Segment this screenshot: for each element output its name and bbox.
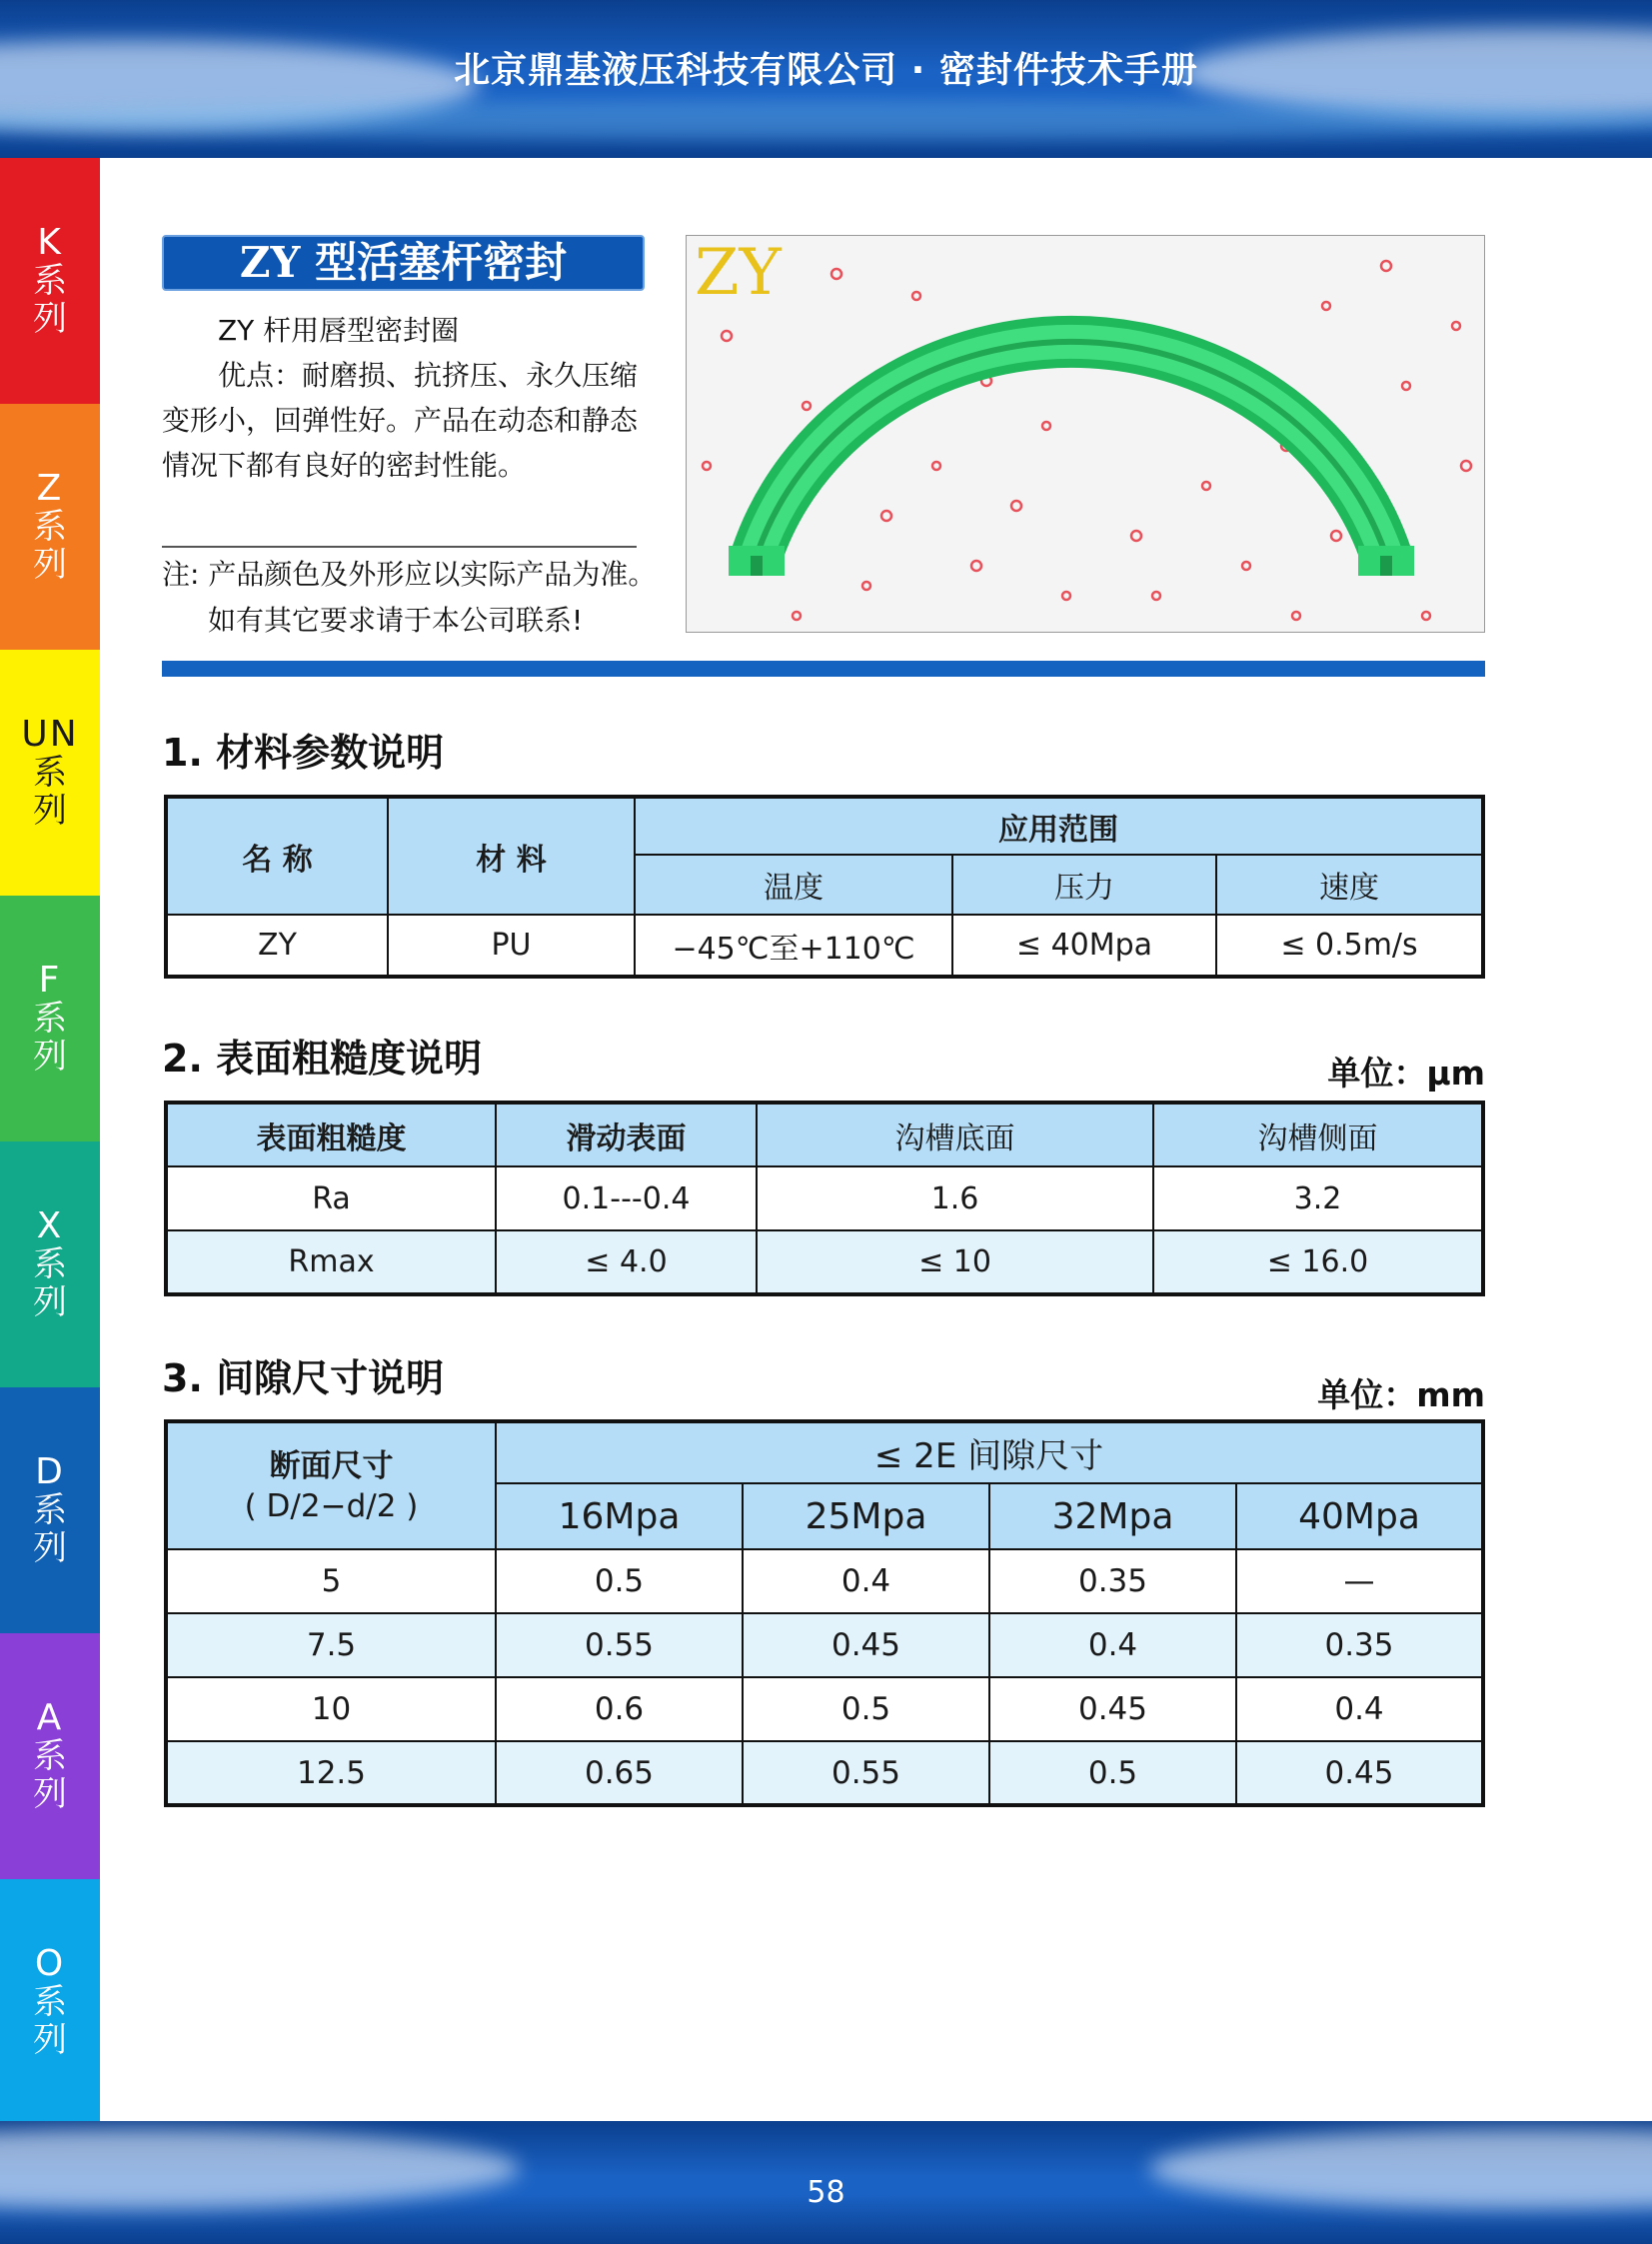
series-tab-code: O (34, 1943, 66, 1984)
image-label: ZY (695, 236, 782, 310)
cell-temperature: −45℃至+110℃ (635, 915, 952, 977)
cell: 0.65 (496, 1741, 743, 1805)
cell-speed: ≤ 0.5m/s (1216, 915, 1483, 977)
cell: 0.5 (496, 1549, 743, 1613)
series-tab-code: K (37, 222, 63, 263)
series-tab-code: D (35, 1451, 65, 1492)
cell: 0.35 (1236, 1613, 1483, 1677)
note-line-1: 注: 产品颜色及外形应以实际产品为准。 (162, 558, 657, 591)
cell: 0.45 (989, 1677, 1236, 1741)
header-section-size-label: 断面尺寸 (269, 1447, 394, 1484)
section3-unit: 单位：mm (1317, 1375, 1485, 1414)
cell: 0.5 (989, 1741, 1236, 1805)
series-tab-d[interactable] (0, 1387, 100, 1633)
cell: Ra (166, 1166, 496, 1230)
series-tab-label: 系列 (33, 1736, 67, 1814)
series-tab-label: 系列 (33, 1982, 67, 2060)
cell: 0.4 (989, 1613, 1236, 1677)
section2-unit: 单位：μm (1327, 1054, 1485, 1093)
cell: 0.55 (496, 1613, 743, 1677)
header-temperature: 温度 (635, 855, 952, 915)
series-tab-code: X (36, 1205, 64, 1246)
section-divider (162, 661, 1485, 677)
cell: 0.4 (743, 1549, 989, 1613)
section3-title: 3. 间隙尺寸说明 (162, 1356, 445, 1400)
clearance-table (164, 1419, 1485, 1807)
roughness-table (164, 1101, 1485, 1296)
advantages-line-3: 情况下都有良好的密封性能。 (162, 449, 527, 482)
cell-pressure: ≤ 40Mpa (952, 915, 1216, 977)
cell: ≤ 16.0 (1153, 1230, 1483, 1294)
cell: 10 (166, 1677, 496, 1741)
series-tab-a[interactable] (0, 1633, 100, 1879)
cell: ≤ 4.0 (496, 1230, 757, 1294)
cell-material: PU (388, 915, 635, 977)
footer-banner (0, 2121, 1652, 2244)
cell: Rmax (166, 1230, 496, 1294)
cell: 1.6 (757, 1166, 1153, 1230)
cell: 5 (166, 1549, 496, 1613)
page-number: 58 (807, 2175, 845, 2210)
header-section-size (166, 1421, 496, 1549)
table-row (166, 1166, 1483, 1230)
table-row (166, 1677, 1483, 1741)
section2-title: 2. 表面粗糙度说明 (162, 1037, 483, 1081)
header-16mpa: 16Mpa (496, 1483, 743, 1549)
header-speed: 速度 (1216, 855, 1483, 915)
cell: 0.35 (989, 1549, 1236, 1613)
series-tab-label: 系列 (33, 261, 67, 339)
header-section-size-formula: ( D/2−d/2 ) (244, 1487, 419, 1524)
product-title: ZY 型活塞杆密封 (162, 235, 645, 291)
table-row (166, 1613, 1483, 1677)
series-tab-label: 系列 (33, 1244, 67, 1322)
cell-name: ZY (166, 915, 388, 977)
section1-title: 1. 材料参数说明 (162, 731, 445, 775)
intro-divider (162, 546, 637, 548)
series-tab-label: 系列 (33, 999, 67, 1077)
seal-illustration (687, 236, 1485, 633)
series-tab-label: 系列 (33, 753, 67, 831)
cell: 12.5 (166, 1741, 496, 1805)
series-tab-z[interactable] (0, 404, 100, 650)
series-tab-code: F (38, 960, 62, 1001)
table-row (166, 1549, 1483, 1613)
header-pressure: 压力 (952, 855, 1216, 915)
advantages-line-2: 变形小，回弹性好。产品在动态和静态 (162, 404, 639, 437)
header-groove-bottom: 沟槽底面 (757, 1103, 1153, 1166)
material-table (164, 795, 1485, 979)
header-range: 应用范围 (635, 797, 1483, 855)
series-tab-code: A (36, 1697, 64, 1738)
cell: ≤ 10 (757, 1230, 1153, 1294)
series-tab-code: Z (36, 468, 64, 509)
header-banner (0, 0, 1652, 158)
table-row (166, 1230, 1483, 1294)
header-material: 材 料 (388, 797, 635, 915)
header-clearance-group: ≤ 2E 间隙尺寸 (496, 1421, 1483, 1483)
header-25mpa: 25Mpa (743, 1483, 989, 1549)
note-line-2: 如有其它要求请于本公司联系! (208, 604, 584, 637)
cell: 0.45 (743, 1613, 989, 1677)
table-row (166, 915, 1483, 977)
product-image (686, 235, 1485, 633)
series-tab-code: UN (21, 714, 79, 755)
table-row (166, 1741, 1483, 1805)
advantages-line-1: 优点：耐磨损、抗挤压、永久压缩 (218, 359, 639, 392)
header-name: 名 称 (166, 797, 388, 915)
series-tab-x[interactable] (0, 1141, 100, 1387)
cell: 0.6 (496, 1677, 743, 1741)
series-tab-label: 系列 (33, 1490, 67, 1568)
series-tab-o[interactable] (0, 1879, 100, 2125)
series-tab-k[interactable] (0, 158, 100, 404)
header-title: 北京鼎基液压科技有限公司 · 密封件技术手册 (454, 50, 1198, 91)
cell: 0.4 (1236, 1677, 1483, 1741)
series-tab-f[interactable] (0, 896, 100, 1141)
product-subtitle: ZY 杆用唇型密封圈 (218, 314, 460, 347)
cell: 7.5 (166, 1613, 496, 1677)
header-groove-side: 沟槽侧面 (1153, 1103, 1483, 1166)
cell: 0.1---0.4 (496, 1166, 757, 1230)
series-tab-label: 系列 (33, 507, 67, 585)
cell: — (1236, 1549, 1483, 1613)
product-intro (162, 308, 642, 488)
header-32mpa: 32Mpa (989, 1483, 1236, 1549)
header-roughness: 表面粗糙度 (166, 1103, 496, 1166)
cell: 0.5 (743, 1677, 989, 1741)
cell: 0.45 (1236, 1741, 1483, 1805)
product-note (162, 552, 662, 644)
header-sliding-surface: 滑动表面 (496, 1103, 757, 1166)
cell: 0.55 (743, 1741, 989, 1805)
series-tab-un[interactable] (0, 650, 100, 896)
cell: 3.2 (1153, 1166, 1483, 1230)
header-40mpa: 40Mpa (1236, 1483, 1483, 1549)
